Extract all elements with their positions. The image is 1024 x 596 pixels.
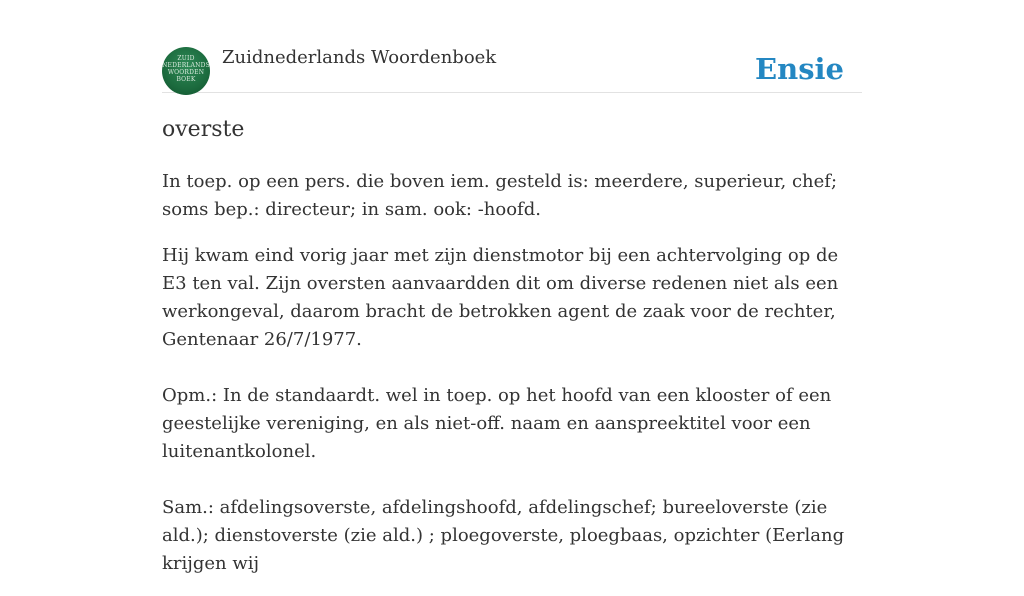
logo-line: NEDERLANDS [162,62,210,69]
entry-compounds: Sam.: afdelingsoverste, afdelingshoofd, afdelingschef; bureeloverste (zie ald.); dienstoverste (zie ald.) ; ploegoverste, ploegbaas, opzichter (Eerlang krijgen wij [162,497,845,574]
site-header [162,46,862,93]
brand-logo-link[interactable]: Ensie [755,52,844,86]
site-name-link[interactable]: Zuidnederlands Woordenboek [222,47,497,68]
page [162,0,862,574]
site-logo[interactable] [162,47,210,95]
logo-text [162,55,210,83]
entry-note: Opm.: In de standaardt. wel in toep. op het hoofd van een klooster of een geestelijke vereniging, en als niet-off. naam en aanspreektitel voor een luitenantkolonel. [162,385,832,462]
logo-line: BOEK [176,76,196,83]
logo-line: WOORDEN [167,69,205,76]
entry-example: Hij kwam eind vorig jaar met zijn dienstmotor bij een achtervolging op de E3 ten val. Zijn oversten aanvaardden dit om diverse redenen niet als een werkongeval, daarom bracht de betrokken agent de zaak voor de rechter, Gentenaar 26/7/1977. [162,245,839,350]
logo-line: ZUID [177,55,195,62]
entry-definition: In toep. op een pers. die boven iem. gesteld is: meerdere, superieur, chef; soms bep.: directeur; in sam. ook: -hoofd. [162,171,838,220]
entry-title: overste [162,117,245,142]
entry-content [162,168,862,596]
